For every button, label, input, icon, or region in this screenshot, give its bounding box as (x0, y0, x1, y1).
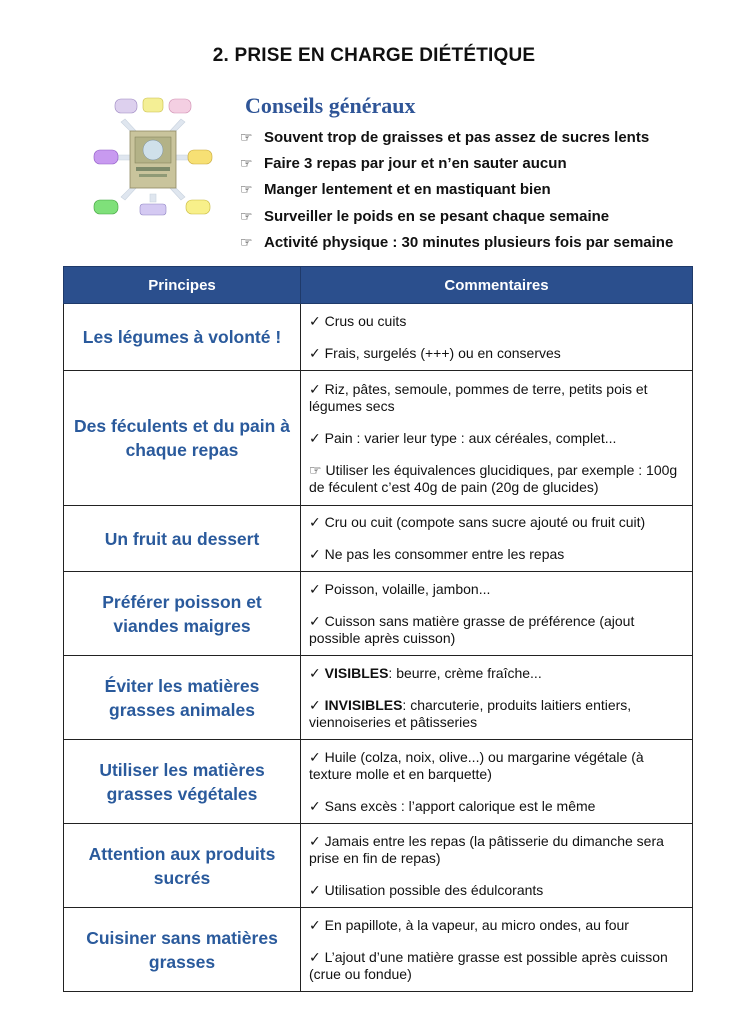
comment-line: ✓ Poisson, volaille, jambon... (309, 580, 491, 597)
comment-line: ✓ VISIBLES: beurre, crème fraîche... (309, 664, 542, 681)
advice-item (240, 152, 673, 178)
check-icon: ✓ (309, 580, 321, 597)
principle-cell: Les légumes à volonté ! (64, 304, 301, 371)
principle-cell: Attention aux produits sucrés (64, 824, 301, 908)
principle-cell: Cuisiner sans matières grasses (64, 908, 301, 992)
principle-cell: Utiliser les matières grasses végétales (64, 740, 301, 824)
table-row (64, 304, 693, 371)
comment-line: ✓ Huile (colza, noix, olive...) ou margarine végétale (à texture molle et en barquette) (309, 748, 644, 782)
check-icon: ✓ (309, 797, 321, 814)
nutrition-diagram-image (92, 97, 214, 222)
check-icon: ✓ (309, 429, 321, 446)
advice-text: Surveiller le poids en se pesant chaque semaine (264, 207, 610, 225)
pointing-hand-icon: ☞ (309, 461, 322, 478)
principle-cell: Des féculents et du pain à chaque repas (64, 371, 301, 506)
diet-principles-table (63, 266, 693, 992)
comments-cell (301, 740, 693, 824)
comment-line: ✓ Ne pas les consommer entre les repas (309, 546, 565, 562)
pointing-hand-icon: ☞ (240, 233, 253, 250)
check-icon: ✓ (309, 696, 321, 713)
pointing-hand-icon: ☞ (240, 181, 253, 198)
comments-cell (301, 908, 693, 992)
pointing-hand-icon: ☞ (240, 129, 253, 145)
comments-cell (301, 824, 693, 908)
pointing-hand-icon: ☞ (240, 155, 253, 172)
table-header-row (64, 267, 693, 304)
advice-item (240, 178, 673, 204)
comment-line: ✓ Crus ou cuits (309, 312, 407, 329)
advice-item (240, 205, 673, 231)
check-icon: ✓ (309, 380, 321, 397)
check-icon: ✓ (309, 546, 321, 562)
check-icon: ✓ (309, 948, 321, 965)
comment-line: ✓ En papillote, à la vapeur, au micro ondes, au four (309, 916, 629, 933)
general-advice-list (240, 126, 673, 257)
comments-cell (301, 304, 693, 371)
comment-line: ✓ Frais, surgelés (+++) ou en conserves (309, 344, 561, 361)
comment-line: ✓ Utilisation possible des édulcorants (309, 881, 544, 898)
pointing-hand-icon: ☞ (240, 207, 253, 224)
comment-line: ✓ L’ajout d’une matière grasse est possible après cuisson (crue ou fondue) (309, 948, 668, 982)
check-icon: ✓ (309, 748, 321, 765)
advice-text: Manger lentement et en mastiquant bien (264, 181, 551, 199)
check-icon: ✓ (309, 832, 321, 849)
advice-text: Faire 3 repas par jour et n’en sauter aucun (264, 155, 567, 173)
check-icon: ✓ (309, 916, 321, 933)
comment-line: ✓ INVISIBLES: charcuterie, produits laitiers entiers, viennoiseries et pâtisseries (309, 696, 632, 730)
table-row (64, 656, 693, 740)
page-title: 2. PRISE EN CHARGE DIÉTÉTIQUE (212, 45, 536, 66)
table-row (64, 506, 693, 572)
comments-cell (301, 371, 693, 506)
comment-line: ✓ Cuisson sans matière grasse de préférence (ajout possible après cuisson) (309, 612, 635, 646)
comment-line: ✓ Pain : varier leur type : aux céréales, complet... (309, 429, 617, 446)
advice-item (240, 126, 673, 152)
comment-line: ☞ Utiliser les équivalences glucidiques, par exemple : 100g de féculent c’est 40g de pain (20g de glucides) (309, 461, 678, 495)
comment-line: ✓ Riz, pâtes, semoule, pommes de terre, petits pois et légumes secs (309, 380, 648, 414)
comments-cell (301, 572, 693, 656)
check-icon: ✓ (309, 612, 321, 629)
check-icon: ✓ (309, 664, 321, 681)
advice-item (240, 231, 673, 257)
check-icon: ✓ (309, 344, 321, 361)
column-header-comments: Commentaires (301, 267, 693, 304)
comments-cell (301, 506, 693, 572)
table-row (64, 908, 693, 992)
comment-line: ✓ Jamais entre les repas (la pâtisserie du dimanche sera prise en fin de repas) (309, 832, 664, 866)
principle-cell: Préférer poisson et viandes maigres (64, 572, 301, 656)
column-header-principles: Principes (64, 267, 301, 304)
section-subtitle: Conseils généraux (245, 93, 416, 118)
table-row (64, 371, 693, 506)
advice-text: Souvent trop de graisses et pas assez de sucres lents (264, 129, 650, 146)
comment-line: ✓ Cru ou cuit (compote sans sucre ajouté ou fruit cuit) (309, 514, 646, 530)
table-row (64, 572, 693, 656)
principle-cell: Un fruit au dessert (64, 506, 301, 572)
comment-line: ✓ Sans excès : l’apport calorique est le même (309, 797, 596, 814)
table-row (64, 740, 693, 824)
check-icon: ✓ (309, 514, 321, 530)
comments-cell (301, 656, 693, 740)
principle-cell: Éviter les matières grasses animales (64, 656, 301, 740)
check-icon: ✓ (309, 881, 321, 898)
table-row (64, 824, 693, 908)
advice-text: Activité physique : 30 minutes plusieurs fois par semaine (264, 233, 674, 251)
check-icon: ✓ (309, 312, 321, 329)
